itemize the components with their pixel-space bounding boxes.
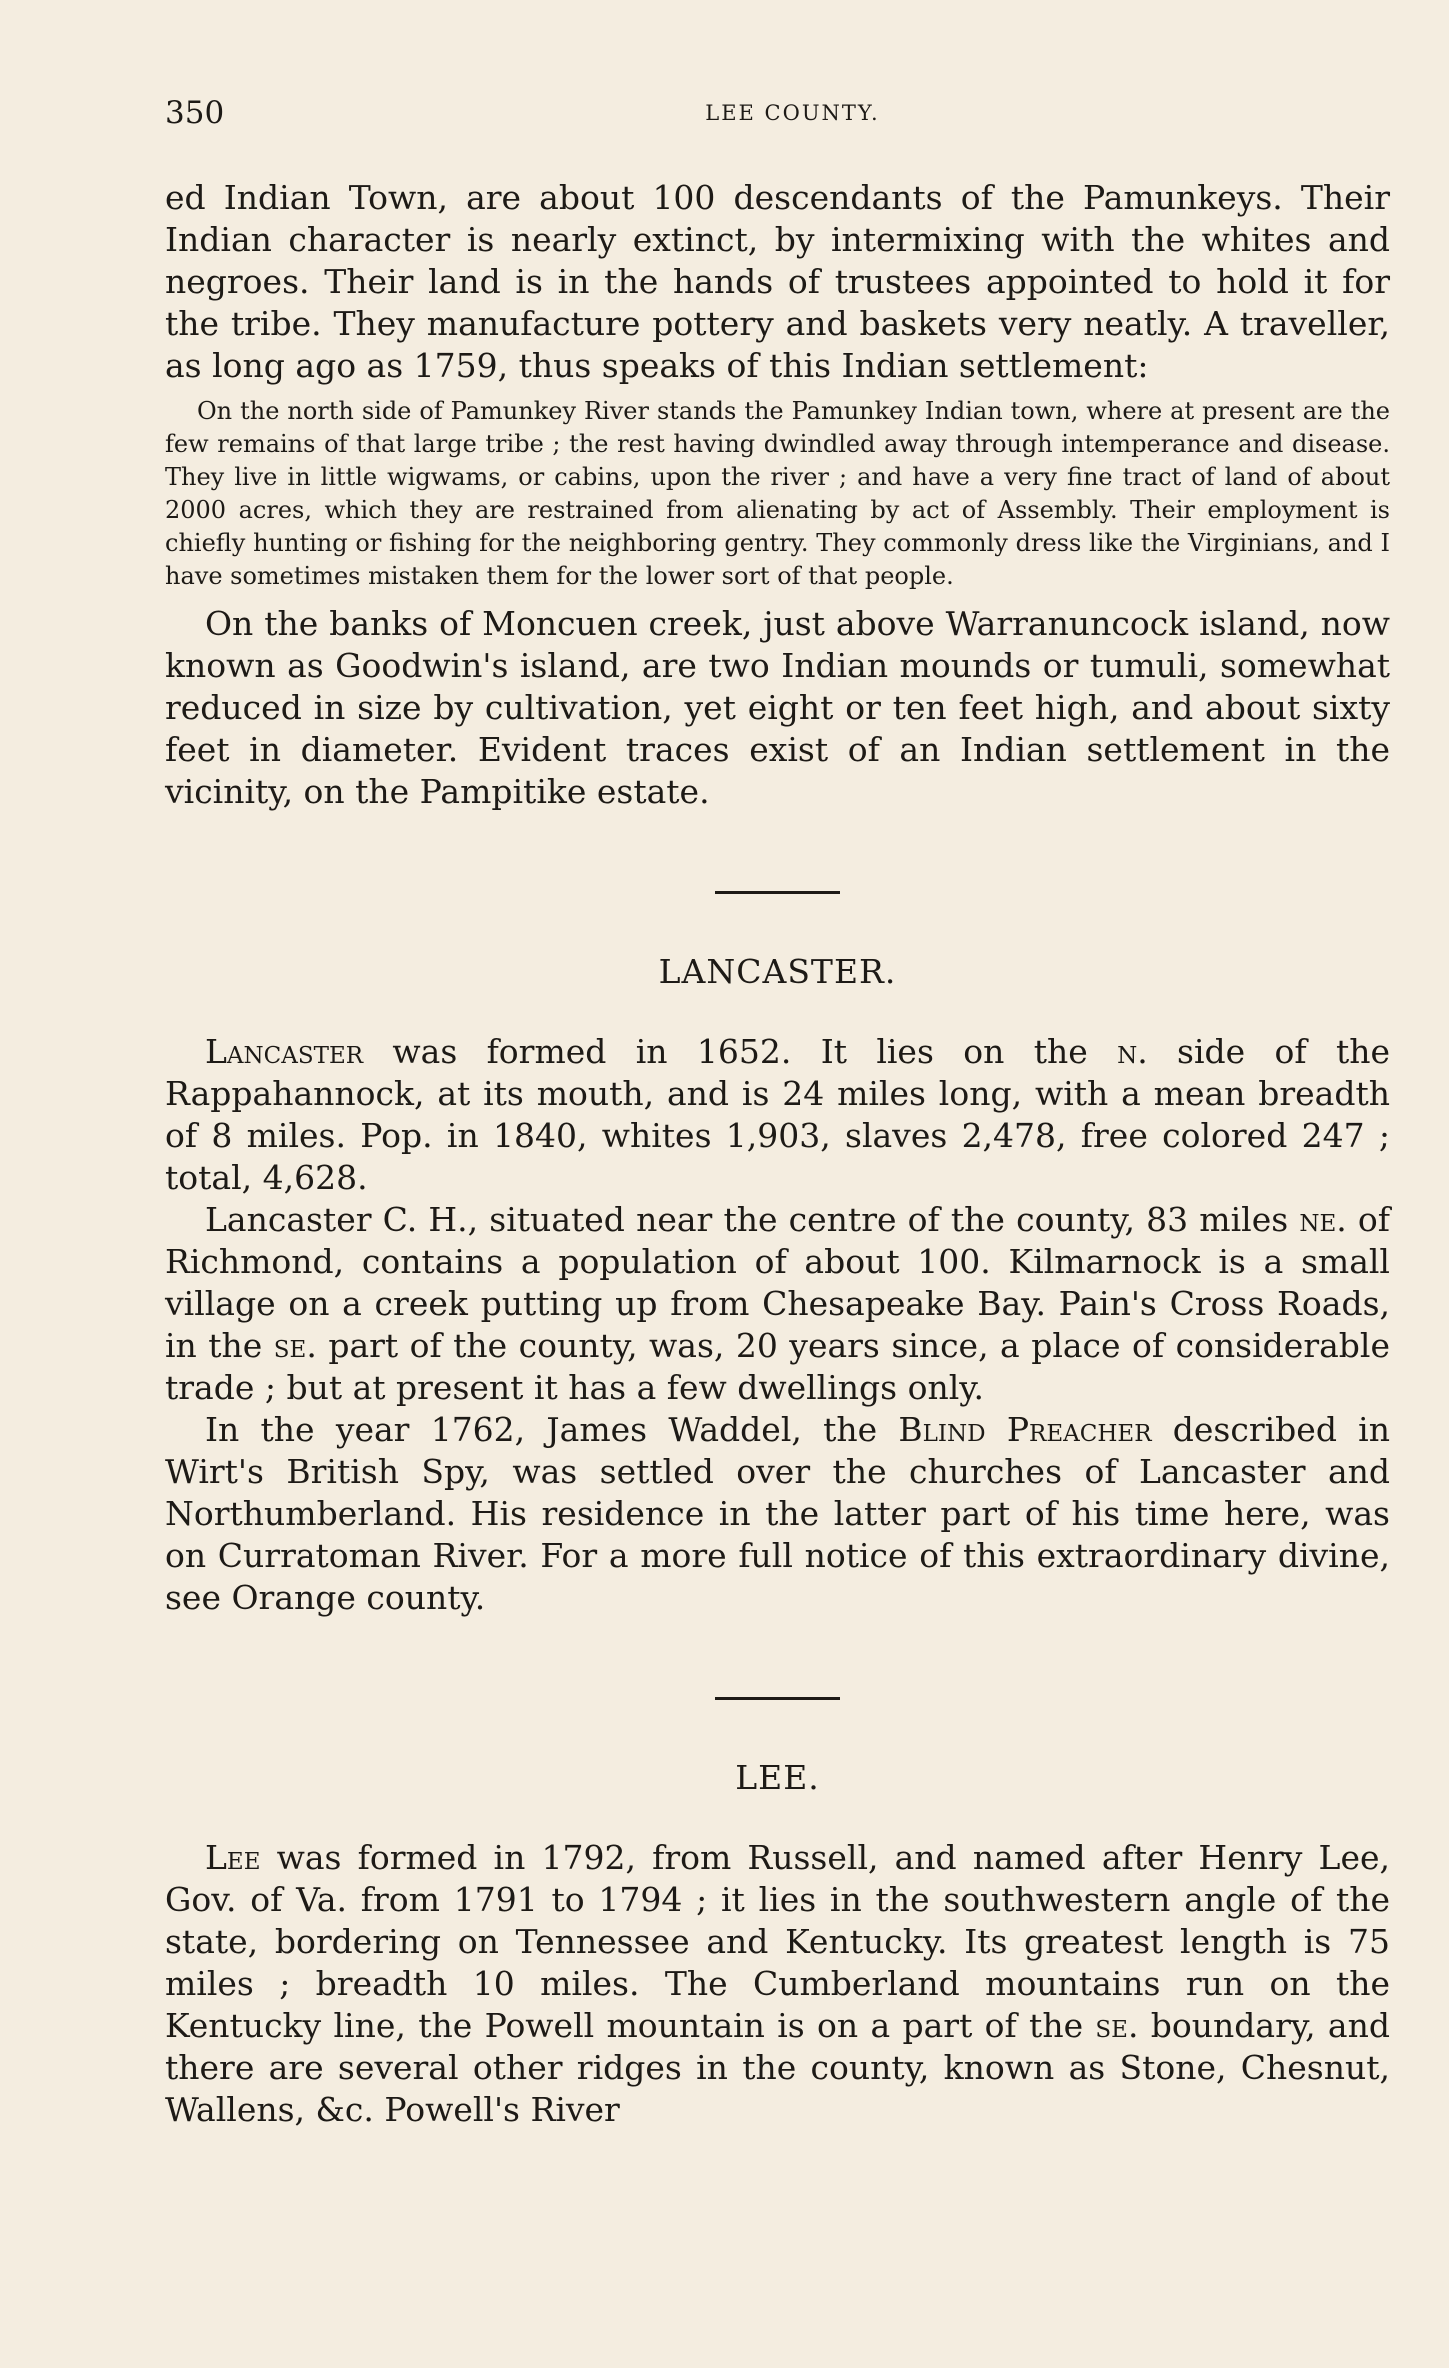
lead-word-lancaster: Lancaster: [205, 1032, 364, 1071]
paragraph-lee-formation: [165, 1837, 1390, 2131]
section-divider: [715, 1697, 840, 1700]
text-run: was formed in 1792, from Russell, and named after Henry Lee, Gov. of Va. from 1791 to 1794 ; it lies in the southwestern angle of the state, bordering on Tennessee and Kentucky. Its greatest length is 75 miles ; breadth 10 miles. The Cumberland mountains run on the Kentucky line, the Powell mountain is on a part of the: [165, 1838, 1390, 2045]
text-run: part of the county, was, 20 years since, a place of considerable trade ; but at present it has a few dwellings only.: [165, 1326, 1390, 1407]
paragraph-lancaster-courthouse: [165, 1199, 1390, 1409]
small-caps-term: Blind Preacher: [898, 1410, 1152, 1449]
section-divider: [715, 891, 840, 894]
paragraph-pamunkey: ed Indian Town, are about 100 descendants of the Pamunkeys. Their Indian character is nearly extinct, by intermixing with the whites and negroes. Their land is in the hands of trustees appointed to hold it for the tribe. They manufacture pottery and baskets very neatly. A traveller, as long ago as 1759, thus speaks of this Indian settlement:: [165, 178, 1390, 385]
text-run: side of the Rappahannock, at its mouth, and is 24 miles long, with a mean breadth of 8 miles. Pop. in 1840, whites 1,903, slaves 2,478, free colored 247 ; total, 4,628.: [165, 1032, 1390, 1197]
direction-abbrev: se.: [1095, 2006, 1139, 2045]
direction-abbrev: se.: [273, 1326, 317, 1365]
text-run: In the year 1762, James Waddel, the: [205, 1410, 899, 1449]
direction-abbrev: ne.: [1299, 1200, 1347, 1239]
text-run: Lancaster C. H., situated near the centre of the county, 83 miles: [205, 1200, 1300, 1239]
section-heading-lee: LEE.: [735, 1758, 820, 1797]
paragraph-lancaster-formation: [165, 1031, 1390, 1199]
paragraph-mounds: On the banks of Moncuen creek, just above Warranuncock island, now known as Goodwin's island, are two Indian mounds or tumuli, somewhat reduced in size by cultivation, yet eight or ten feet high, and about sixty feet in diameter. Evident traces exist of an Indian settlement in the vicinity, on the Pampitike estate.: [165, 604, 1390, 811]
text-run: boundary, and there are several other ridges in the county, known as Stone, Chesnut, Wallens, &c. Powell's River: [165, 2006, 1390, 2129]
text-run: of Richmond, contains a population of about 100. Kilmarnock is a small village on a creek putting up from Chesapeake Bay. Pain's Cross Roads, in the: [165, 1200, 1390, 1365]
text-run: described in Wirt's British Spy, was settled over the churches of Lancaster and Northumberland. His residence in the latter part of his time here, was on Curratoman River. For a more full notice of this extraordinary divine, see Orange county.: [165, 1410, 1390, 1617]
quotation-traveller: On the north side of Pamunkey River stands the Pamunkey Indian town, where at present are the few remains of that large tribe ; the rest having dwindled away through intemperance and disease. They live in little wigwams, or cabins, upon the river ; and have a very fine tract of land of about 2000 acres, which they are restrained from alienating by act of Assembly. Their employment is chiefly hunting or fishing for the neighboring gentry. They commonly dress like the Virginians, and I have sometimes mistaken them for the lower sort of that people.: [165, 397, 1390, 590]
text-run: was formed in 1652. It lies on the: [363, 1032, 1118, 1071]
page-number: 350: [165, 95, 225, 131]
section-heading-lancaster: LANCASTER.: [658, 952, 897, 991]
direction-abbrev: n.: [1117, 1032, 1148, 1071]
running-title: LEE COUNTY.: [705, 101, 880, 125]
running-head: [165, 95, 1390, 135]
paragraph-lancaster-waddel: [165, 1409, 1390, 1619]
book-page: [165, 95, 1390, 2131]
lead-word-lee: Lee: [205, 1838, 261, 1877]
